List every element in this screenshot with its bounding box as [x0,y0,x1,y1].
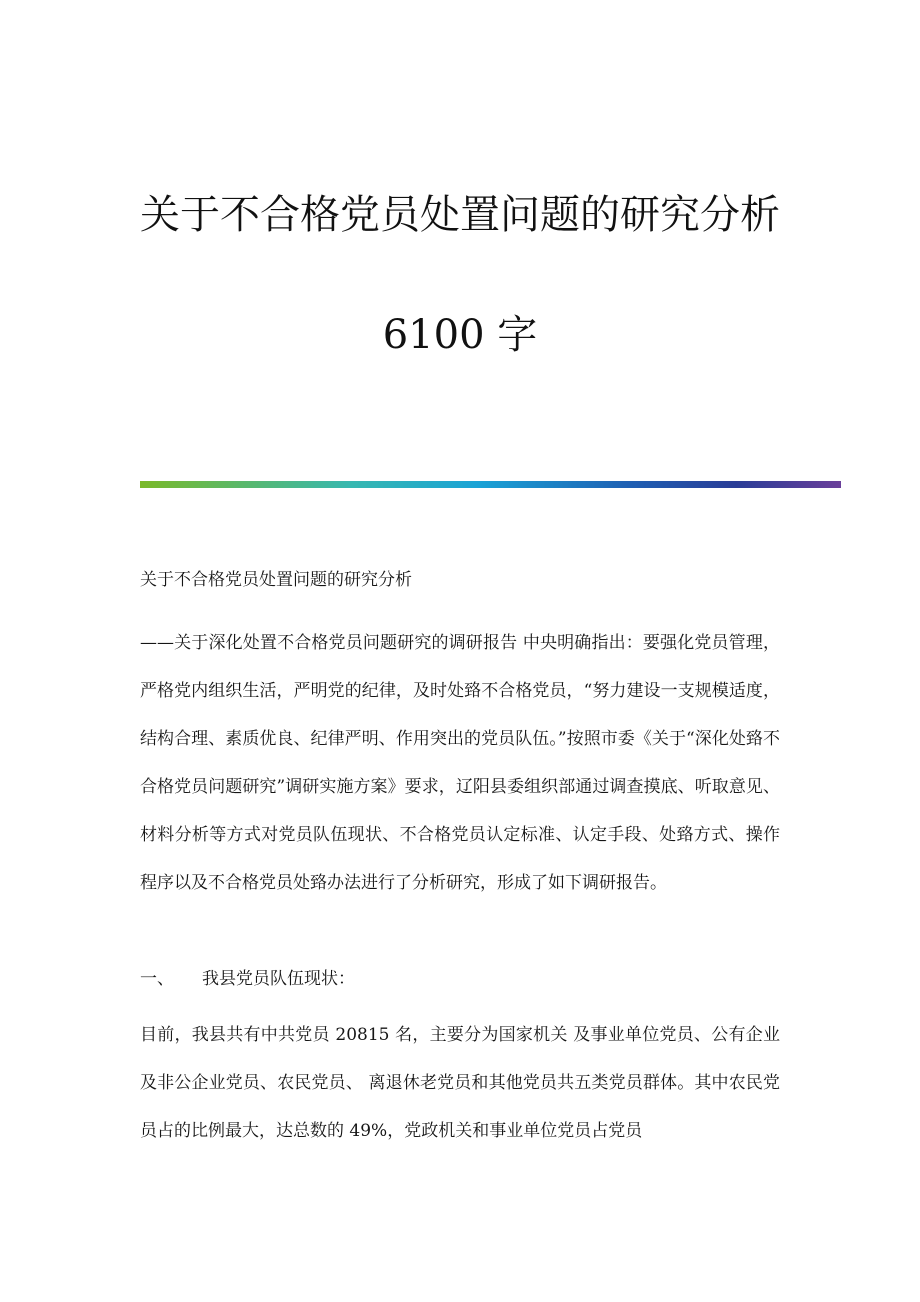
section-heading-number: 一、 [140,969,174,989]
document-subtitle: 关于不合格党员处置问题的研究分析 [140,570,412,590]
body-paragraph-1: ——关于深化处置不合格党员问题研究的调研报告 中央明确指出：要强化党员管理，严格党内组织生活，严明党的纪律，及时处臵不合格党员，“努力建设一支规模适度，结构合理、素质优良、纪律严明、作用突出的党员队伍。”按照市委《关于“深化处臵不合格党员问题研究”调研实施方案》要求，辽阳县委组织部通过调查摸底、听取意见、材料分析等方式对党员队伍现状、不合格党员认定标准、认定手段、处臵方式、操作程序以及不合格党员处臵办法进行了分析研究，形成了如下调研报告。 [140,633,780,893]
decorative-gradient-divider [140,481,841,488]
section-heading-title: 我县党员队伍现状： [202,969,355,989]
section-heading-1 [140,955,780,1003]
body-paragraph-2: 目前，我县共有中共党员 20815 名，主要分为国家机关 及事业单位党员、公有企业及非公企业党员、农民党员、 离退休老党员和其他党员共五类党员群体。其中农民党员占的比例最大，达总数的 49%，党政机关和事业单位党员占党员 [140,1025,780,1141]
document-title-line-1: 关于不合格党员处置问题的研究分析 [140,192,780,238]
document-title-line-2: 6100 字 [382,312,538,358]
